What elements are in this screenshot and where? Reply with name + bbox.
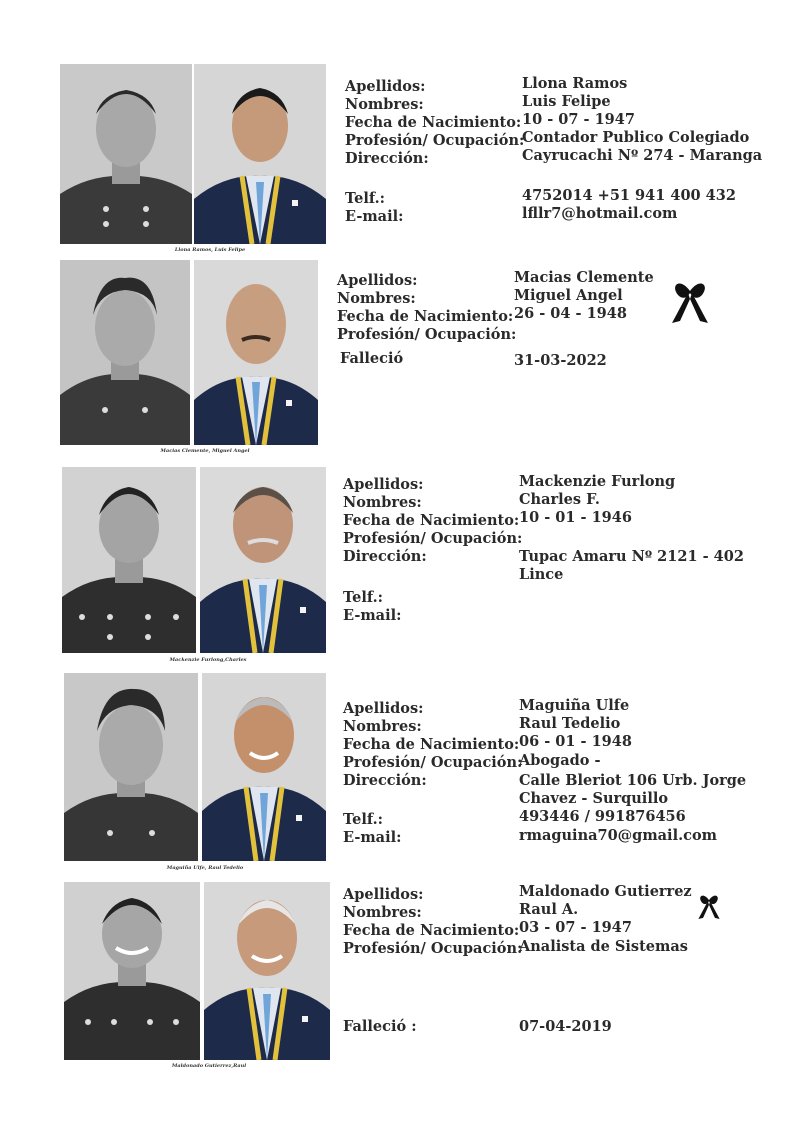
value-fecha: 10 - 07 - 1947: [522, 111, 635, 128]
cadet-photo: [64, 882, 200, 1060]
value-direccion-line2: Chavez - Surquillo: [519, 790, 669, 807]
value-fecha: 10 - 01 - 1946: [519, 509, 632, 526]
value-apellidos: Llona Ramos: [522, 75, 628, 92]
label-profesion: Profesión/ Ocupación:: [343, 530, 523, 547]
label-apellidos: Apellidos:: [337, 272, 418, 289]
label-profesion: Profesión/ Ocupación:: [345, 132, 525, 149]
photo-pair: [60, 64, 326, 253]
value-fecha: 03 - 07 - 1947: [519, 919, 632, 936]
label-apellidos: Apellidos:: [343, 886, 424, 903]
label-nombres: Nombres:: [345, 96, 424, 113]
entry-mackenzie-furlong: [0, 465, 794, 665]
value-apellidos: Maldonado Gutierrez: [519, 883, 692, 900]
value-direccion: Cayrucachi Nº 274 - Maranga: [522, 147, 763, 164]
value-telf: 4752014 +51 941 400 432: [522, 187, 736, 204]
label-apellidos: Apellidos:: [343, 700, 424, 717]
portrait-photo: [204, 882, 330, 1060]
value-fallecio: 31-03-2022: [514, 352, 607, 369]
label-nombres: Nombres:: [343, 494, 422, 511]
portrait-photo: [202, 673, 326, 861]
value-nombres: Miguel Angel: [514, 287, 623, 304]
photo-pair: [64, 882, 330, 1069]
value-apellidos: Macias Clemente: [514, 269, 654, 286]
photo-caption: Maldonado Gutierrez,Raul: [171, 1063, 247, 1069]
mourning-ribbon-icon: [668, 277, 712, 325]
label-apellidos: Apellidos:: [345, 78, 426, 95]
label-fecha: Fecha de Nacimiento:: [345, 114, 522, 131]
photo-caption: Llona Ramos, Luis Felipe: [174, 247, 246, 253]
entry-llona-ramos: [0, 60, 794, 255]
value-fecha: 26 - 04 - 1948: [514, 305, 627, 322]
value-direccion-line1: Tupac Amaru Nº 2121 - 402: [519, 548, 744, 565]
value-fallecio: 07-04-2019: [519, 1018, 612, 1035]
label-nombres: Nombres:: [337, 290, 416, 307]
entry-maguina-ulfe: [0, 670, 794, 875]
label-apellidos: Apellidos:: [343, 476, 424, 493]
label-fecha: Fecha de Nacimiento:: [343, 922, 520, 939]
value-nombres: Charles F.: [519, 491, 600, 508]
label-telf: Telf.:: [345, 190, 385, 207]
label-fecha: Fecha de Nacimiento:: [337, 308, 514, 325]
label-direccion: Dirección:: [343, 772, 427, 789]
photo-caption: Maguiña Ulfe, Raul Tedelio: [166, 865, 244, 871]
label-fecha: Fecha de Nacimiento:: [343, 512, 520, 529]
value-profesion: Contador Publico Colegiado: [522, 129, 750, 146]
value-apellidos: Mackenzie Furlong: [519, 473, 676, 490]
label-email: E-mail:: [343, 829, 402, 846]
label-nombres: Nombres:: [343, 718, 422, 735]
photo-pair: [64, 673, 326, 871]
cadet-photo: [62, 467, 196, 653]
portrait-photo: [194, 64, 326, 244]
label-profesion: Profesión/ Ocupación:: [343, 754, 523, 771]
label-fecha: Fecha de Nacimiento:: [343, 736, 520, 753]
label-profesion: Profesión/ Ocupación:: [343, 940, 523, 957]
label-direccion: Dirección:: [343, 548, 427, 565]
value-telf: 493446 / 991876456: [519, 808, 686, 825]
mourning-ribbon-icon: [696, 888, 722, 924]
value-profesion: Analista de Sistemas: [519, 938, 688, 955]
entry-macias-clemente: [0, 255, 794, 460]
value-email[interactable]: lfllr7@hotmail.com: [522, 205, 678, 222]
value-nombres: Luis Felipe: [522, 93, 611, 110]
photo-caption: Mackenzie Furlong,Charles: [169, 657, 247, 663]
label-nombres: Nombres:: [343, 904, 422, 921]
value-nombres: Raul Tedelio: [519, 715, 621, 732]
label-telf: Telf.:: [343, 589, 383, 606]
value-email[interactable]: rmaguina70@gmail.com: [519, 827, 717, 844]
photo-pair: [62, 467, 326, 663]
label-direccion: Dirección:: [345, 150, 429, 167]
value-direccion-line2: Lince: [519, 566, 564, 583]
label-fallecio: Falleció: [340, 350, 404, 367]
cadet-photo: [60, 64, 192, 244]
cadet-photo: [64, 673, 198, 861]
label-email: E-mail:: [343, 607, 402, 624]
photo-caption: Macias Clemente, Miguel Angel: [160, 448, 250, 454]
label-fallecio: Falleció :: [343, 1018, 417, 1035]
value-direccion-line1: Calle Bleriot 106 Urb. Jorge: [519, 772, 747, 789]
value-fecha: 06 - 01 - 1948: [519, 733, 632, 750]
label-profesion: Profesión/ Ocupación:: [337, 326, 517, 343]
cadet-photo: [60, 260, 190, 445]
portrait-photo: [194, 260, 318, 445]
value-nombres: Raul A.: [519, 901, 579, 918]
value-profesion: Abogado -: [519, 752, 601, 769]
photo-pair: [60, 260, 318, 454]
entry-maldonado-gutierrez: [0, 878, 794, 1073]
label-telf: Telf.:: [343, 811, 383, 828]
portrait-photo: [200, 467, 326, 653]
value-apellidos: Maguiña Ulfe: [519, 697, 630, 714]
label-email: E-mail:: [345, 208, 404, 225]
